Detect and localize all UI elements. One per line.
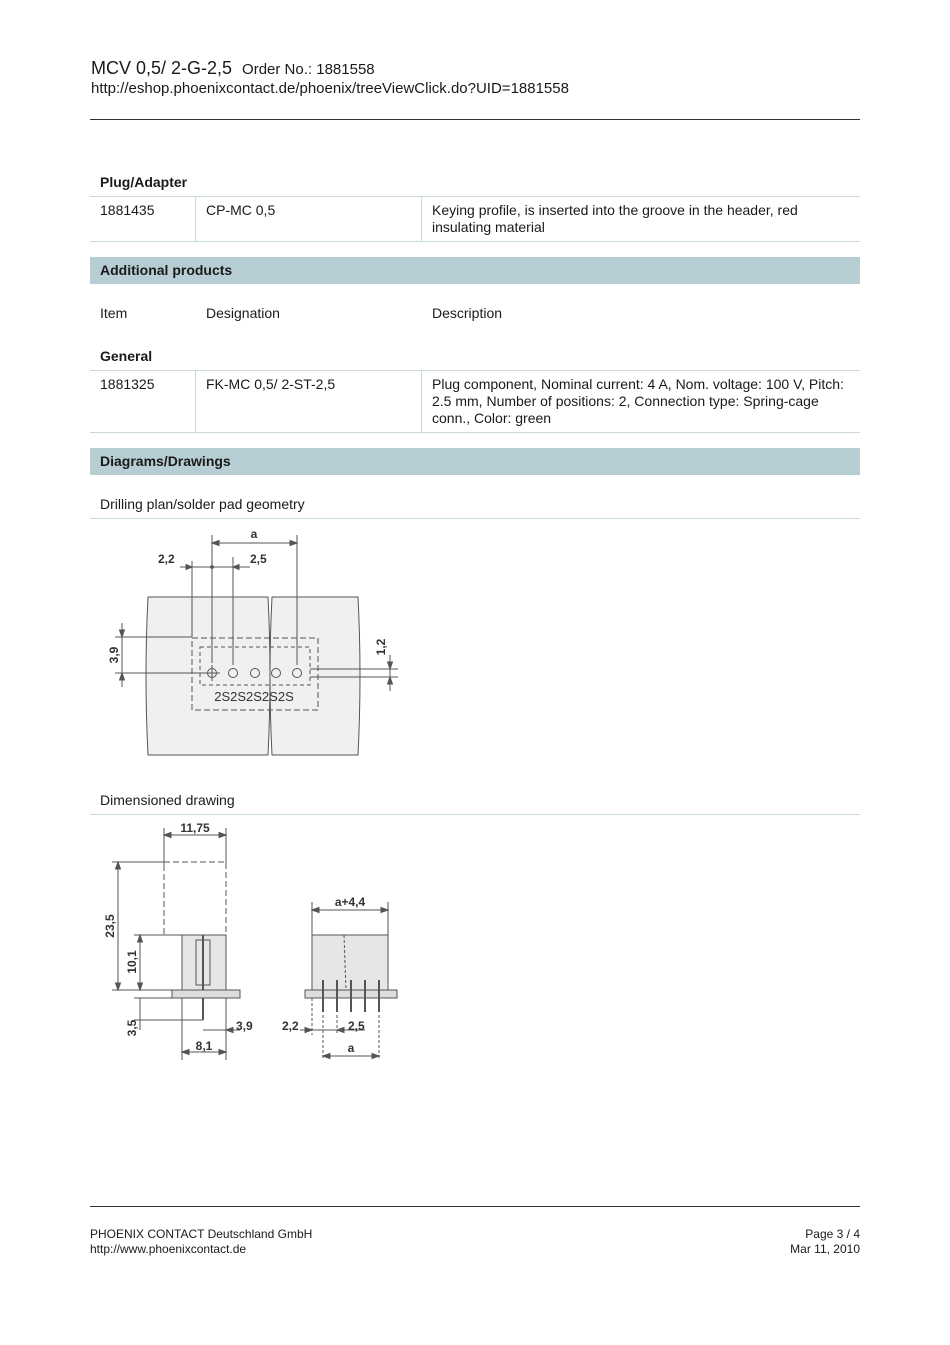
dim-2-2-label: 2,2 — [282, 1019, 299, 1033]
table-row — [90, 370, 860, 433]
footer-website[interactable]: http://www.phoenixcontact.de — [90, 1242, 247, 1256]
footer-page-number: Page 3 / 4 — [805, 1227, 860, 1241]
dim-2-2-label: 2,2 — [158, 552, 175, 566]
dimensioned-drawing — [100, 820, 410, 1070]
dim-a-label: a — [347, 1041, 355, 1055]
item-number: 1881325 — [100, 376, 155, 392]
dim-10-1-label: 10,1 — [125, 950, 139, 974]
additional-products-heading: Additional products — [100, 262, 233, 278]
footer-company: PHOENIX CONTACT Deutschland GmbH — [90, 1227, 313, 1241]
dim-3-5-label: 3,5 — [125, 1019, 139, 1037]
table-row — [90, 196, 860, 242]
footer-rule — [90, 1206, 860, 1207]
dim-23-5-label: 23,5 — [103, 914, 117, 938]
item-number: 1881435 — [100, 202, 155, 218]
dim-2-5-label: 2,5 — [250, 552, 267, 566]
order-number: Order No.: 1881558 — [242, 61, 375, 78]
dim-1-2-label: 1,2 — [374, 638, 388, 656]
dim-a-plus-4-4-label: a+4,4 — [334, 895, 366, 909]
additional-products-band — [90, 257, 860, 284]
designation: CP-MC 0,5 — [206, 202, 276, 218]
dimensioned-drawing-caption: Dimensioned drawing — [100, 792, 235, 808]
page-header-title — [91, 58, 375, 79]
diagrams-heading: Diagrams/Drawings — [100, 453, 231, 469]
column-header-description: Description — [432, 305, 503, 321]
designation: FK-MC 0,5/ 2-ST-2,5 — [206, 376, 336, 392]
column-header-designation: Designation — [206, 305, 280, 321]
header-rule — [90, 119, 860, 120]
drilling-plan-drawing — [100, 525, 410, 765]
product-name: MCV 0,5/ 2-G-2,5 — [91, 58, 233, 78]
drilling-plan-caption: Drilling plan/solder pad geometry — [100, 496, 305, 512]
caption-rule — [90, 518, 860, 519]
dim-a-label: a — [250, 527, 258, 541]
footer-date: Mar 11, 2010 — [790, 1242, 860, 1256]
dim-8-1-label: 8,1 — [195, 1039, 213, 1053]
diagrams-band — [90, 448, 860, 475]
dim-11-75-label: 11,75 — [180, 821, 210, 835]
dim-2-5-label: 2,5 — [348, 1019, 365, 1033]
description: Plug component, Nominal current: 4 A, Nom. voltage: 100 V, Pitch: 2.5 mm, Number of positions: 2, Connection type: Spring-cage conn., Color: green — [432, 376, 844, 426]
description: Keying profile, is inserted into the groove in the header, red insulating material — [432, 202, 798, 235]
dim-3-9-label: 3,9 — [236, 1019, 253, 1033]
plug-adapter-heading: Plug/Adapter — [100, 174, 188, 190]
column-header-item: Item — [100, 305, 128, 321]
dim-3-9-label: 3,9 — [107, 646, 121, 664]
product-url[interactable]: http://eshop.phoenixcontact.de/phoenix/treeViewClick.do?UID=1881558 — [91, 80, 569, 97]
general-heading: General — [100, 348, 153, 364]
pad-marking: 2S2S2S2S2S — [214, 689, 294, 704]
caption-rule — [90, 814, 860, 815]
